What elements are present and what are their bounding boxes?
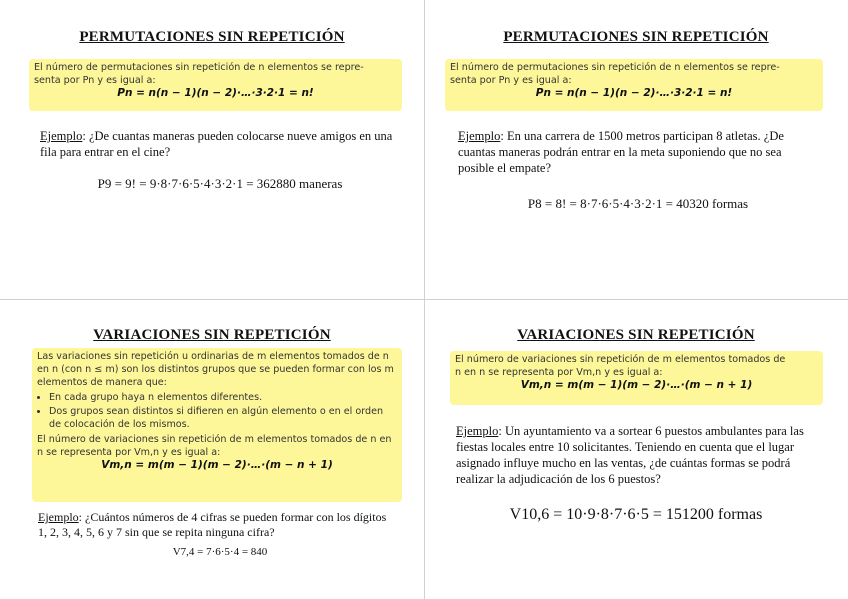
- example-label: Ejemplo: [40, 129, 83, 143]
- definition-line: El número de variaciones sin repetición de m elementos tomados de: [455, 354, 786, 365]
- slide-permutaciones-2: [424, 0, 848, 299]
- formula: Pn = n(n − 1)(n − 2)·…·3·2·1 = n!: [535, 87, 733, 99]
- formula: Vm,n = m(m − 1)(m − 2)·…·(m − n + 1): [520, 379, 753, 391]
- example-text: : En una carrera de 1500 metros participan 8 atletas. ¿De cuantas maneras podrán entrar en la meta suponiendo que no sea posible el empate?: [458, 129, 784, 175]
- example-label: Ejemplo: [456, 424, 499, 438]
- definition-line: n en n se representa por Vm,n y es igual a:: [455, 367, 663, 378]
- result-formula: V10,6 = 10·9·8·7·6·5 = 151200 formas: [509, 506, 763, 523]
- bullet-item: • Dos grupos sean distintos si difieren en algún elemento o en el orden de colocación de los mismos.: [49, 405, 397, 431]
- formula: Vm,n = m(m − 1)(m − 2)·…·(m − n + 1): [101, 459, 333, 471]
- definition-box: [450, 351, 823, 405]
- slide-variaciones-1: [0, 300, 424, 599]
- example-text: : Un ayuntamiento va a sortear 6 puestos ambulantes para las fiestas locales entre 10 solicitantes. Teniendo en cuenta que el lugar asignado influye mucho en las ventas, ¿de cuántas formas se podrá realizar la adjudicación de los 6 puestos?: [456, 424, 804, 486]
- example: [38, 510, 398, 540]
- definition-box: [445, 59, 823, 111]
- example: [456, 423, 816, 487]
- definition-box: [29, 59, 402, 111]
- slide-variaciones-2: [424, 300, 848, 599]
- definition-line: senta por Pn y es igual a:: [34, 75, 156, 86]
- result-formula: P8 = 8! = 8·7·6·5·4·3·2·1 = 40320 formas: [527, 196, 749, 211]
- definition-line: El número de permutaciones sin repetición de n elementos se repre-: [34, 62, 364, 73]
- example-text: : ¿Cuántos números de 4 cifras se pueden formar con los dígitos 1, 2, 3, 4, 5, 6 y 7 sin que se repita ninguna cifra?: [38, 510, 387, 539]
- definition-intro: Las variaciones sin repetición u ordinarias de m elementos tomados de n en n (con n ≤ m) son los distintos grupos que se pueden formar con los m elementos de manera que:: [37, 351, 394, 388]
- definition-box: [32, 348, 402, 502]
- definition-line: senta por Pn y es igual a:: [450, 75, 572, 86]
- definition-after: El número de variaciones sin repetición de m elementos tomados de n en n se representa por Vm,n y es igual a:: [37, 434, 392, 458]
- result-formula: V7,4 = 7·6·5·4 = 840: [172, 546, 268, 558]
- slide-title: PERMUTACIONES SIN REPETICIÓN: [503, 29, 769, 45]
- formula: Pn = n(n − 1)(n − 2)·…·3·2·1 = n!: [117, 87, 314, 99]
- example: [40, 128, 400, 160]
- slide-title: PERMUTACIONES SIN REPETICIÓN: [79, 29, 345, 45]
- example-label: Ejemplo: [458, 129, 501, 143]
- slide-permutaciones-1: [0, 0, 424, 299]
- bullet-item: • En cada grupo haya n elementos diferentes.: [49, 391, 397, 404]
- definition-line: El número de permutaciones sin repetición de n elementos se repre-: [450, 62, 780, 73]
- example-label: Ejemplo: [38, 510, 79, 524]
- slide-title: VARIACIONES SIN REPETICIÓN: [93, 327, 331, 343]
- definition-bullets: [37, 391, 397, 431]
- example-text: : ¿De cuantas maneras pueden colocarse nueve amigos en una fila para entrar en el cine?: [40, 129, 393, 159]
- result-formula: P9 = 9! = 9·8·7·6·5·4·3·2·1 = 362880 maneras: [97, 176, 343, 191]
- slide-title: VARIACIONES SIN REPETICIÓN: [517, 327, 755, 343]
- example: [458, 128, 818, 176]
